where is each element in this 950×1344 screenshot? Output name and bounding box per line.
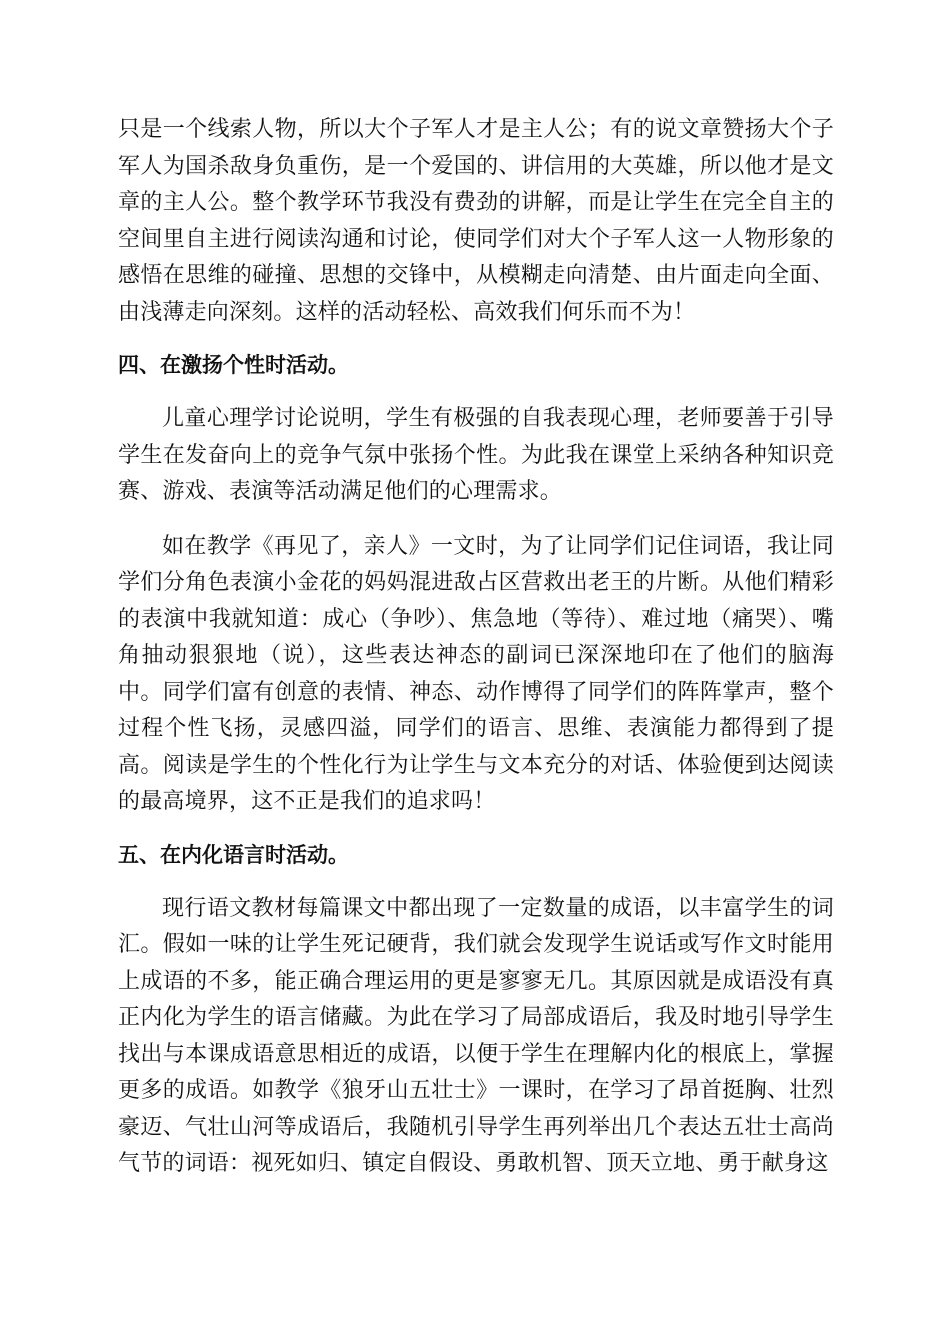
paragraph-idioms: 现行语文教材每篇课文中都出现了一定数量的成语，以丰富学生的词汇。假如一味的让学生死记硬背，我们就会发现学生说话或写作文时能用上成语的不多，能正确合理运用的更是寥寥无几。其原因就是成语没有真正内化为学生的语言储藏。为此在学习了局部成语后，我及时地引导学生找出与本课成语意思相近的成语，以便于学生在理解内化的根底上，掌握更多的成语。如教学《狼牙山五壮士》一课时，在学习了昂首挺胸、壮烈豪迈、气壮山河等成语后，我随机引导学生再列举出几个表达五壮士高尚气节的词语：视死如归、镇定自假设、勇敢机智、顶天立地、勇于献身这 bbox=[118, 895, 834, 1176]
paragraph-child-psychology: 儿童心理学讨论说明，学生有极强的自我表现心理，老师要善于引导学生在发奋向上的竞争气氛中张扬个性。为此我在课堂上采纳各种知识竞赛、游戏、表演等活动满足他们的心理需求。 bbox=[118, 406, 834, 504]
section-heading-four: 四、在激扬个性时活动。 bbox=[118, 353, 349, 377]
section-heading-five: 五、在内化语言时活动。 bbox=[118, 842, 349, 867]
document-body bbox=[118, 112, 834, 1183]
paragraph-performance-example: 如在教学《再见了，亲人》一文时，为了让同学们记住词语，我让同学们分角色表演小金花的妈妈混进敌占区营救出老王的片断。从他们精彩的表演中我就知道：成心（争吵）、焦急地（等待）、难过地（痛哭）、嘴角抽动狠狠地（说），这些表达神态的副词已深深地印在了他们的脑海中。同学们富有创意的表情、神态、动作博得了同学们的阵阵掌声，整个过程个性飞扬，灵感四溢，同学们的语言、思维、表演能力都得到了提高。阅读是学生的个性化行为让学生与文本充分的对话、体验便到达阅读的最高境界，这不正是我们的追求吗！ bbox=[118, 533, 834, 814]
paragraph-continuation: 只是一个线索人物，所以大个子军人才是主人公；有的说文章赞扬大个子军人为国杀敌身负重伤，是一个爱国的、讲信用的大英雄，所以他才是文章的主人公。整个教学环节我没有费劲的讲解，而是让学生在完全自主的空间里自主进行阅读沟通和讨论，使同学们对大个子军人这一人物形象的感悟在思维的碰撞、思想的交锋中，从模糊走向清楚、由片面走向全面、由浅薄走向深刻。这样的活动轻松、高效我们何乐而不为！ bbox=[118, 117, 834, 325]
